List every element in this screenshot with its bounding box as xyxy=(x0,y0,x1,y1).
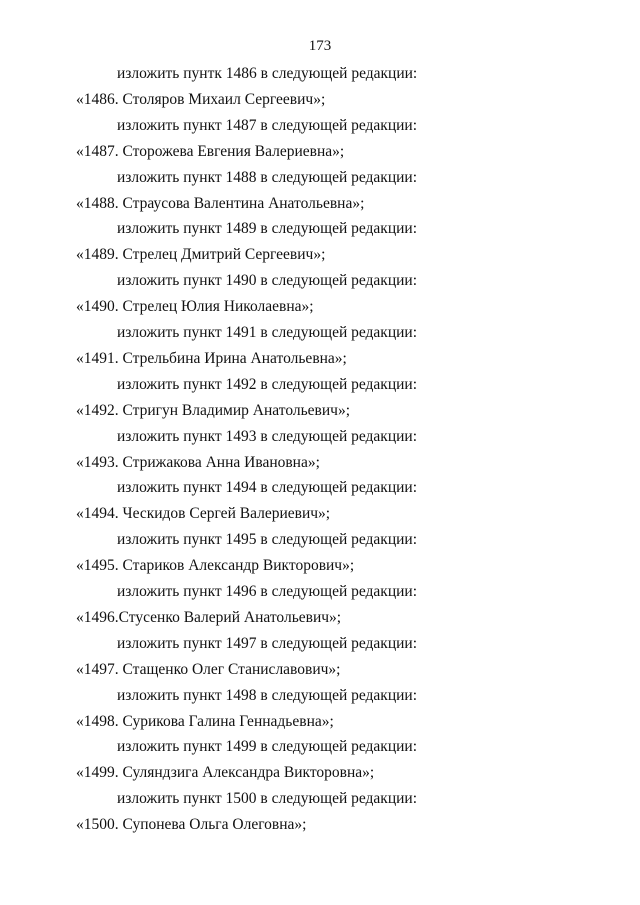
amendment-instruction-line: изложить пункт 1494 в следующей редакции: xyxy=(117,479,418,497)
amendment-entry-line: «1497. Стащенко Олег Станиславович»; xyxy=(76,660,341,678)
amendment-entry-line: «1486. Столяров Михаил Сергеевич»; xyxy=(76,90,326,108)
amendment-entry-line: «1491. Стрельбина Ирина Анатольевна»; xyxy=(76,349,347,367)
amendment-instruction-line: изложить пункт 1489 в следующей редакции: xyxy=(117,220,418,238)
amendment-entry-line: «1495. Стариков Александр Викторович»; xyxy=(76,557,355,575)
amendment-entry-line: «1498. Сурикова Галина Геннадьевна»; xyxy=(76,712,334,730)
amendment-instruction-line: изложить пункт 1498 в следующей редакции: xyxy=(117,686,418,704)
amendment-instruction-line: изложить пункт 1500 в следующей редакции: xyxy=(117,790,418,808)
amendment-instruction-line: изложить пункт 1496 в следующей редакции: xyxy=(117,583,418,600)
amendment-entry-line: «1488. Страусова Валентина Анатольевна»; xyxy=(76,194,365,212)
amendment-instruction-line: изложить пункт 1488 в следующей редакции: xyxy=(117,168,418,186)
amendment-instruction-line: изложить пункт 1491 в следующей редакции: xyxy=(117,324,418,341)
amendment-instruction-line: изложить пункт 1492 в следующей редакции: xyxy=(117,375,418,393)
amendment-entry-line: «1493. Стрижакова Анна Ивановна»; xyxy=(76,453,320,471)
amendment-entry-line: «1500. Супонева Ольга Олеговна»; xyxy=(76,816,307,834)
amendment-entry-line: «1487. Сторожева Евгения Валериевна»; xyxy=(76,142,345,160)
amendment-instruction-line: изложить пункт 1495 в следующей редакции: xyxy=(117,531,418,549)
amendment-entry-line: «1496.Стусенко Валерий Анатольевич»; xyxy=(76,608,342,626)
amendment-entry-line: «1489. Стрелец Дмитрий Сергеевич»; xyxy=(76,246,326,264)
amendment-instruction-line: изложить пункт 1499 в следующей редакции: xyxy=(117,738,418,756)
amendment-entry-line: «1494. Ческидов Сергей Валериевич»; xyxy=(76,505,331,523)
amendment-entry-line: «1490. Стрелец Юлия Николаевна»; xyxy=(76,298,314,316)
amendment-instruction-line: изложить пункт 1490 в следующей редакции: xyxy=(117,272,418,290)
amendment-instruction-line: изложить пункт 1493 в следующей редакции: xyxy=(117,427,418,445)
amendment-entry-line: «1499. Суляндзига Александра Викторовна»; xyxy=(76,764,375,782)
page-number: 173 xyxy=(308,38,332,54)
amendment-instruction-line: изложить пунтк 1486 в следующей редакции: xyxy=(117,65,418,82)
amendment-instruction-line: изложить пункт 1487 в следующей редакции: xyxy=(117,116,418,134)
amendment-instruction-line: изложить пункт 1497 в следующей редакции: xyxy=(117,634,418,652)
amendment-entry-line: «1492. Стригун Владимир Анатольевич»; xyxy=(76,401,351,419)
